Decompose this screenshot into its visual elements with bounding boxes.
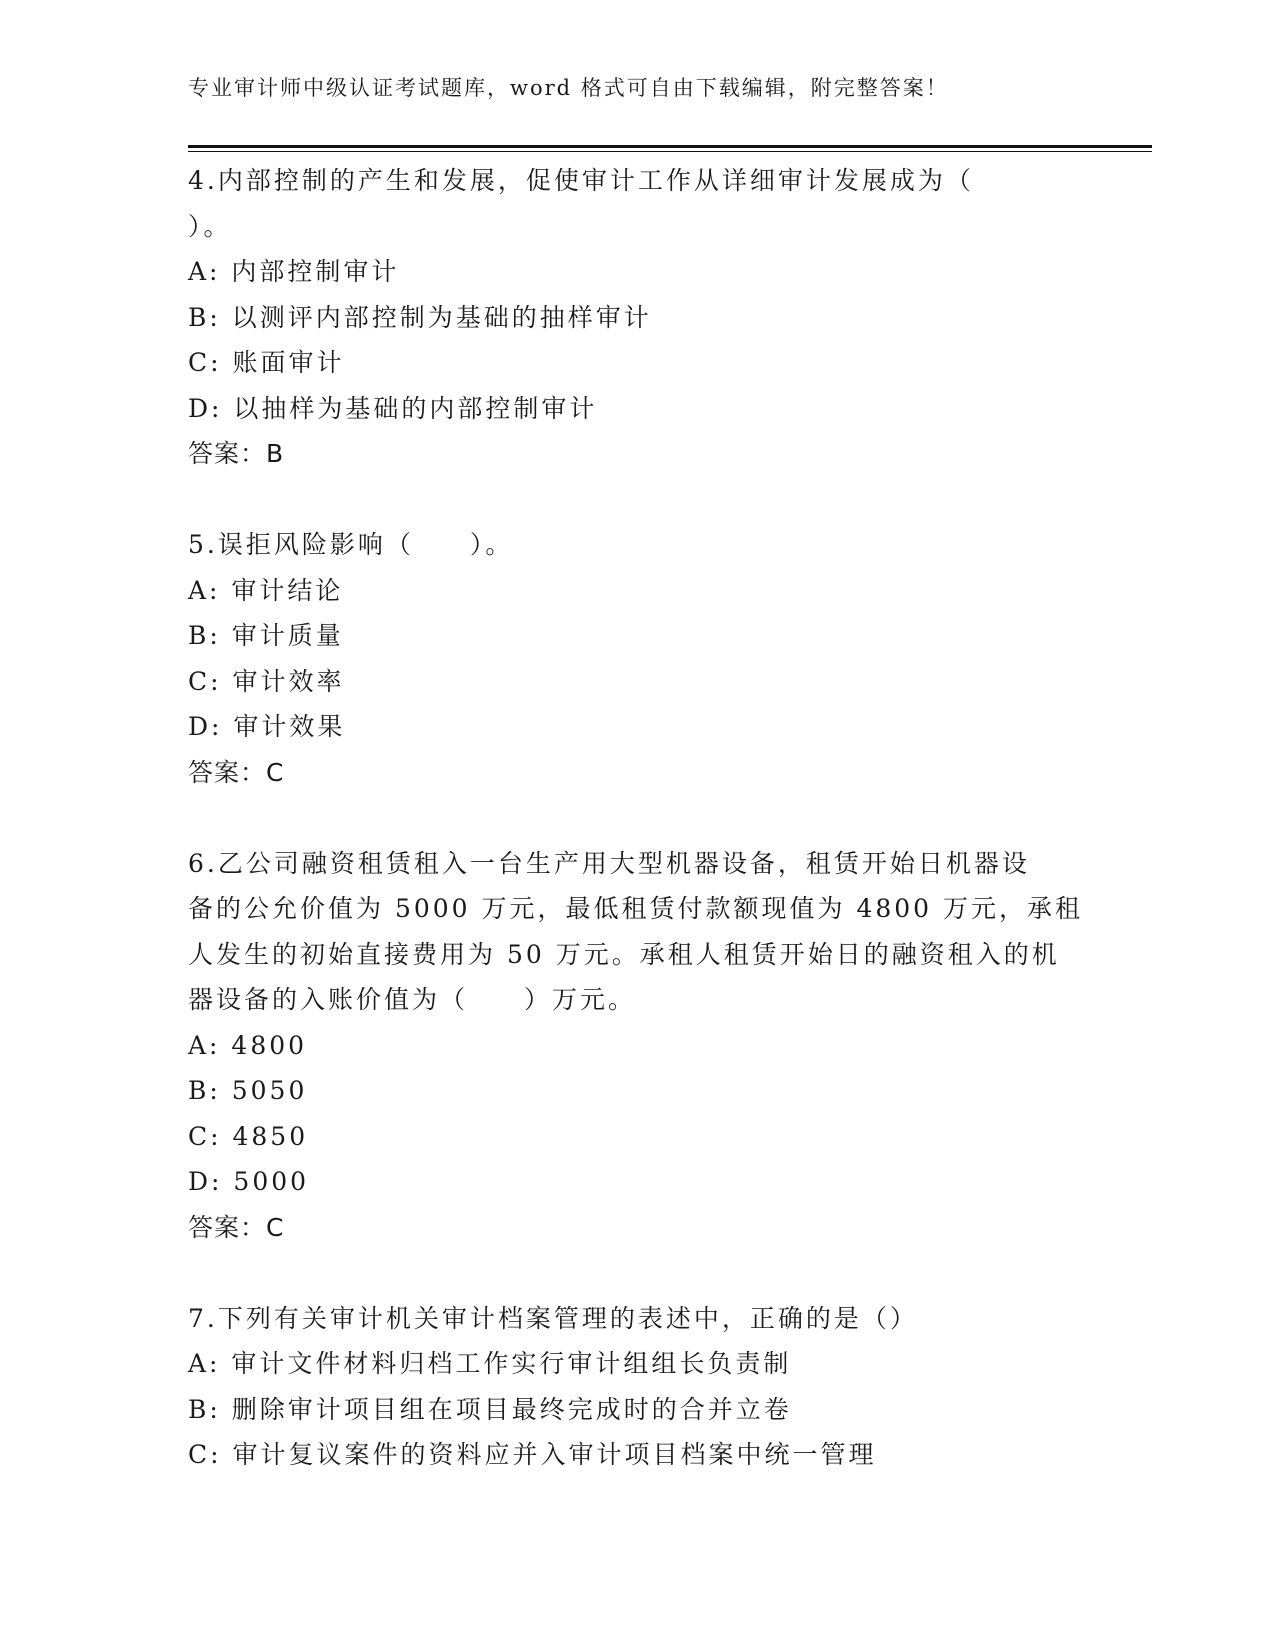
question-stem-line: 器设备的入账价值为（ ）万元。 [188, 985, 637, 1014]
spacer [188, 477, 1088, 523]
option-a: A: 4800 [188, 1030, 308, 1060]
question-stem-line: 4.内部控制的产生和发展，促使审计工作从详细审计发展成为（ [188, 166, 974, 195]
question-stem-line: 7.下列有关审计机关审计档案管理的表述中，正确的是（） [188, 1303, 918, 1333]
option-a: A: 审计文件材料归档工作实行审计组组长负责制 [188, 1349, 792, 1378]
option-d: D: 以抽样为基础的内部控制审计 [188, 393, 598, 423]
option-d: D: 5000 [188, 1167, 310, 1196]
question-stem-line: ）。 [188, 211, 232, 241]
question-5 [188, 522, 1088, 795]
option-b: B: 5050 [188, 1076, 308, 1105]
spacer [188, 1250, 1088, 1296]
option-b: B: 审计质量 [188, 621, 344, 650]
header-rule-thick [188, 145, 1152, 148]
option-c: C: 审计效率 [188, 666, 345, 696]
spacer [188, 795, 1088, 841]
option-c: C: 账面审计 [188, 348, 345, 377]
question-stem-line: 5.误拒风险影响（ ）。 [188, 530, 514, 559]
option-d: D: 审计效果 [188, 712, 346, 741]
answer: 答案：B [188, 439, 285, 468]
question-4 [188, 158, 1088, 477]
answer: 答案：C [188, 757, 285, 787]
option-c: C: 4850 [188, 1121, 309, 1151]
question-7 [188, 1296, 1088, 1478]
page-header: 专业审计师中级认证考试题库，word 格式可自由下载编辑，附完整答案！ [188, 76, 949, 100]
question-stem-line: 人发生的初始直接费用为 50 万元。承租人租赁开始日的融资租入的机 [188, 939, 1060, 969]
option-b: B: 以测评内部控制为基础的抽样审计 [188, 302, 652, 332]
question-stem-line: 6.乙公司融资租赁租入一台生产用大型机器设备，租赁开始日机器设 [188, 848, 1030, 878]
option-c: C: 审计复议案件的资料应并入审计项目档案中统一管理 [188, 1440, 877, 1469]
question-list [188, 158, 1088, 1478]
answer: 答案：C [188, 1212, 285, 1242]
option-b: B: 删除审计项目组在项目最终完成时的合并立卷 [188, 1394, 792, 1424]
question-stem-line: 备的公允价值为 5000 万元，最低租赁付款额现值为 4800 万元，承租 [188, 894, 1084, 923]
header-rule-thin [188, 151, 1152, 152]
question-6 [188, 841, 1088, 1251]
option-a: A: 审计结论 [188, 575, 344, 605]
option-a: A: 内部控制审计 [188, 257, 400, 286]
